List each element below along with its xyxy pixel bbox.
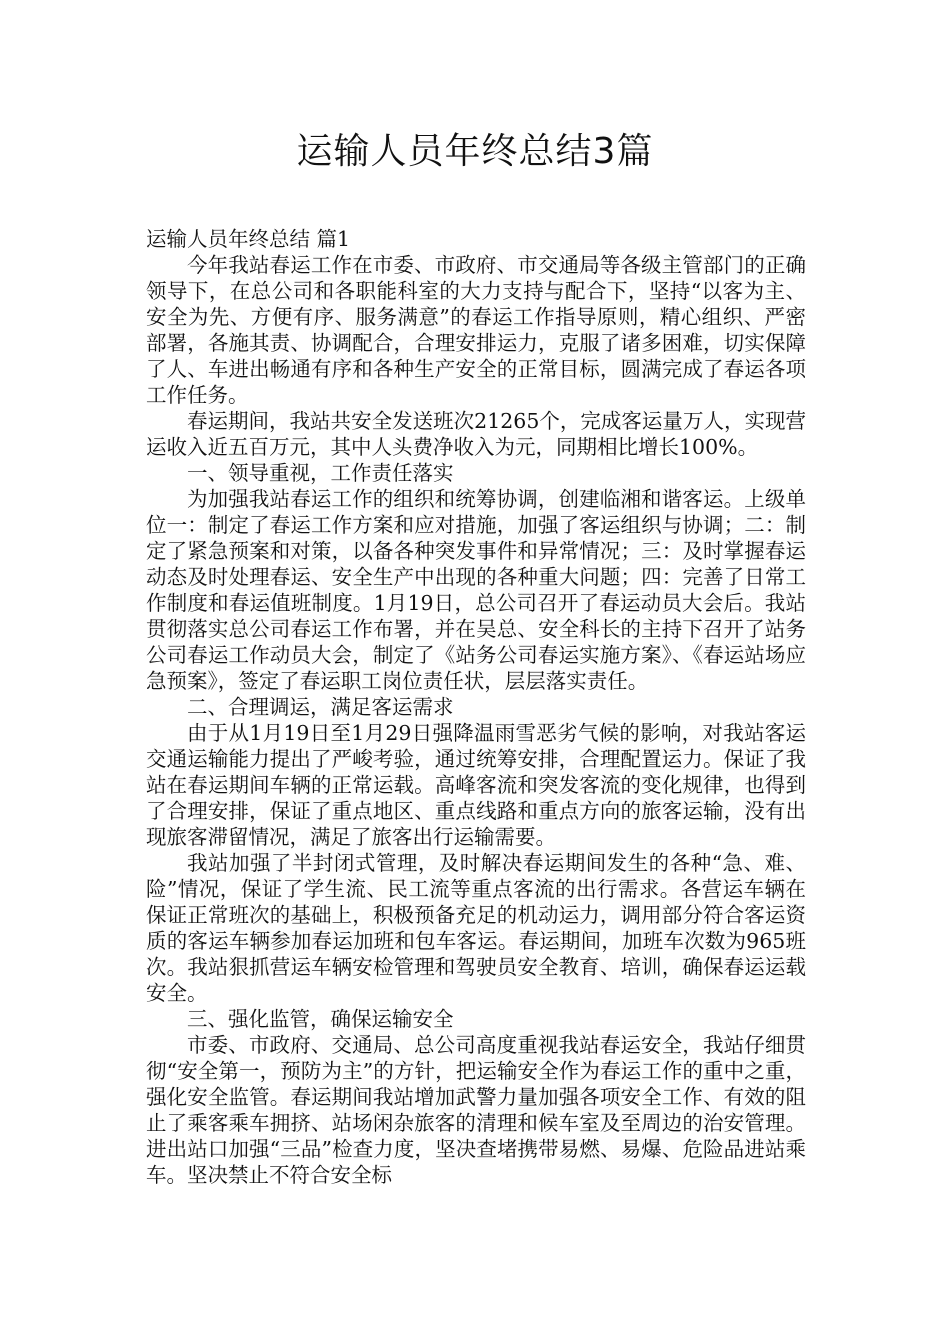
document-body: [146, 226, 806, 1188]
section-2-paragraph-1: 由于从1月19日至1月29日强降温雨雪恶劣气候的影响，对我站客运交通运输能力提出了严峻考验，通过统筹安排，合理配置运力。保证了我站在春运期间车辆的正常运载。高峰客流和突发客流的变化规律，也得到了合理安排，保证了重点地区、重点线路和重点方向的旅客运输，没有出现旅客滞留情况，满足了旅客出行运输需要。: [146, 721, 806, 849]
paragraph-statistics: 春运期间，我站共安全发送班次21265个，完成客运量万人，实现营运收入近五百万元，其中人头费净收入为元，同期相比增长100%。: [146, 409, 806, 459]
section-2-paragraph-2: 我站加强了半封闭式管理，及时解决春运期间发生的各种“急、难、险”情况，保证了学生流、民工流等重点客流的出行需求。各营运车辆在保证正常班次的基础上，积极预备充足的机动运力，调用部分符合客运资质的客运车辆参加春运加班和包车客运。春运期间，加班车次数为965班次。我站狠抓营运车辆安检管理和驾驶员安全教育、培训，确保春运运载安全。: [146, 851, 806, 1005]
section-heading-3: 三、强化监管，确保运输安全: [187, 1007, 454, 1031]
section-3-paragraph: 市委、市政府、交通局、总公司高度重视我站春运安全，我站仔细贯彻“安全第一，预防为主”的方针，把运输安全作为春运工作的重中之重，强化安全监管。春运期间我站增加武警力量加强各项安全工作、有效的阻止了乘客乘车拥挤、站场闲杂旅客的清理和候车室及至周边的治安管理。进出站口加强“三品”检查力度，坚决查堵携带易燃、易爆、危险品进站乘车。坚决禁止不符合安全标: [146, 1033, 806, 1187]
document-subtitle: 运输人员年终总结 篇1: [146, 227, 351, 251]
section-heading-2: 二、合理调运，满足客运需求: [187, 695, 454, 719]
document-title: 运输人员年终总结3篇: [296, 131, 654, 172]
paragraph-intro: 今年我站春运工作在市委、市政府、市交通局等各级主管部门的正确领导下，在总公司和各职能科室的大力支持与配合下，坚持“以客为主、安全为先、方便有序、服务满意”的春运工作指导原则，精心组织、严密部署，各施其责、协调配合，合理安排运力，克服了诸多困难，切实保障了人、车进出畅通有序和各种生产安全的正常目标，圆满完成了春运各项工作任务。: [146, 253, 806, 407]
section-1-paragraph: 为加强我站春运工作的组织和统筹协调，创建临湘和谐客运。上级单位一：制定了春运工作方案和应对措施，加强了客运组织与协调；二：制定了紧急预案和对策，以备各种突发事件和异常情况；三：及时掌握春运动态及时处理春运、安全生产中出现的各种重大问题；四：完善了日常工作制度和春运值班制度。1月19日，总公司召开了春运动员大会后。我站贯彻落实总公司春运工作布署，并在吴总、安全科长的主持下召开了站务公司春运工作动员大会，制定了《站务公司春运实施方案》、《春运站场应急预案》，签定了春运职工岗位责任状，层层落实责任。: [146, 487, 806, 693]
section-heading-1: 一、领导重视，工作责任落实: [187, 461, 454, 485]
